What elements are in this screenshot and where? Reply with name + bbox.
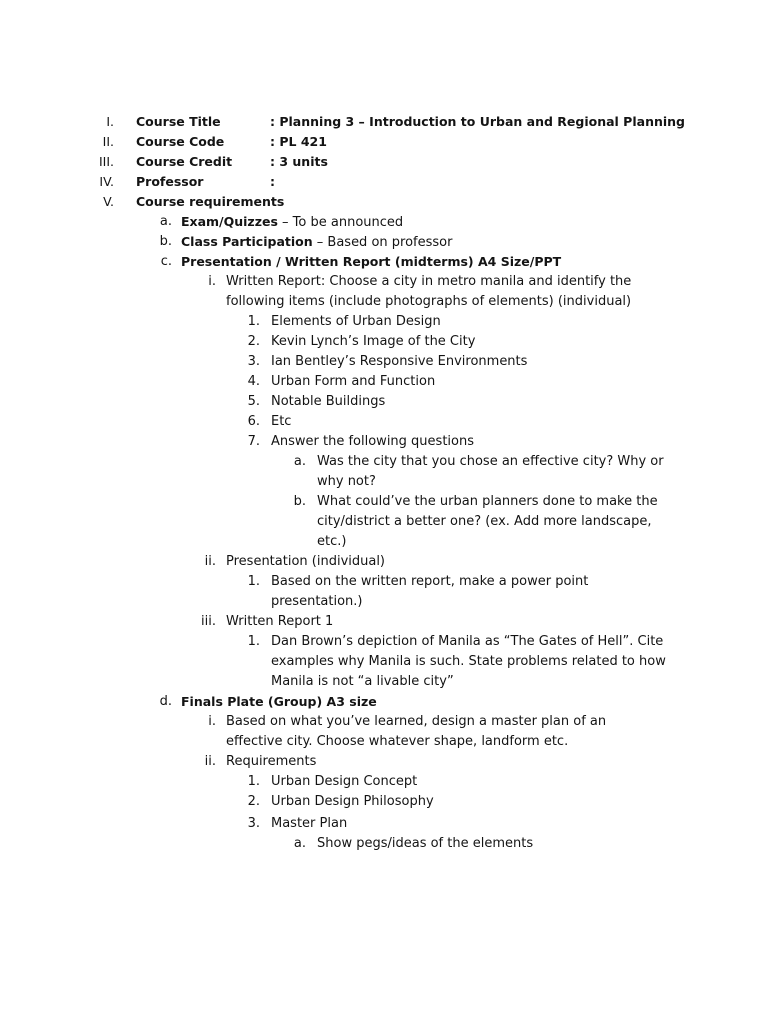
list-item-rest: – To be announced (277, 215, 404, 230)
course-credit-label: Course Credit (136, 154, 233, 169)
list-marker: 3. (247, 816, 260, 831)
list-marker: 7. (247, 434, 260, 449)
list-marker: 1. (247, 314, 260, 329)
course-title-label: Course Title (136, 114, 221, 129)
list-marker: b. (293, 494, 306, 509)
list-item-text: Urban Design Concept (271, 774, 418, 789)
list-item-text: Master Plan (271, 816, 348, 831)
list-item-text: presentation.) (271, 594, 363, 609)
list-item-rest: – Based on professor (312, 235, 453, 250)
list-marker: 1. (247, 634, 260, 649)
course-code-label: Course Code (136, 134, 225, 149)
list-item-text: Based on the written report, make a power point (271, 574, 589, 589)
list-marker: 2. (247, 334, 260, 349)
list-item-text (181, 212, 403, 233)
list-item-bold: Exam/Quizzes (181, 214, 278, 229)
course-title-value: : Planning 3 – Introduction to Urban and Regional Planning (270, 114, 685, 129)
list-marker: a. (293, 454, 306, 469)
course-requirements-label: Course requirements (136, 194, 285, 209)
list-marker: a. (293, 836, 306, 851)
list-marker: b. (159, 234, 172, 249)
roman-marker: V. (103, 194, 114, 209)
list-item-text: What could’ve the urban planners done to make the (317, 494, 658, 509)
list-marker: 4. (247, 374, 260, 389)
list-marker: a. (159, 214, 172, 229)
list-item-bold: Class Participation (181, 234, 313, 249)
list-marker: 2. (247, 794, 260, 809)
list-marker: 1. (247, 774, 260, 789)
list-item-text: following items (include photographs of elements) (individual) (226, 294, 632, 309)
list-item-text: Answer the following questions (271, 434, 474, 449)
list-marker: d. (159, 694, 172, 709)
list-item-text: why not? (317, 474, 376, 489)
list-marker: ii. (204, 754, 216, 769)
professor-label: Professor (136, 174, 204, 189)
list-item-text: examples why Manila is such. State problems related to how (271, 654, 666, 669)
list-item-text: Etc (271, 414, 292, 429)
course-credit-value: : 3 units (270, 154, 328, 169)
roman-marker: II. (102, 134, 114, 149)
list-marker: 3. (247, 354, 260, 369)
roman-marker: III. (98, 154, 114, 169)
list-item-text: Kevin Lynch’s Image of the City (271, 334, 476, 349)
list-item-text: Show pegs/ideas of the elements (317, 836, 534, 851)
list-item-text: Presentation (individual) (226, 554, 386, 569)
professor-value: : (270, 174, 275, 189)
roman-marker: IV. (99, 174, 114, 189)
course-code-value: : PL 421 (270, 134, 327, 149)
list-item-text: Urban Design Philosophy (271, 794, 434, 809)
list-item-bold: Presentation / Written Report (midterms) A4 Size/PPT (181, 254, 562, 269)
list-item-text: city/district a better one? (ex. Add more landscape, (317, 514, 652, 529)
list-marker: i. (208, 714, 216, 729)
list-marker: 5. (247, 394, 260, 409)
list-item-text: Written Report: Choose a city in metro manila and identify the (226, 274, 632, 289)
list-marker: 6. (247, 414, 260, 429)
list-item-text: Ian Bentley’s Responsive Environments (271, 354, 528, 369)
list-marker: i. (208, 274, 216, 289)
list-item-text: Was the city that you chose an effective city? Why or (317, 454, 664, 469)
list-item-text: Based on what you’ve learned, design a master plan of an (226, 714, 607, 729)
list-item-text: Manila is not “a livable city” (271, 674, 454, 689)
list-item-text: Requirements (226, 754, 317, 769)
list-item-bold: Finals Plate (Group) A3 size (181, 694, 377, 709)
list-marker: ii. (204, 554, 216, 569)
list-item-text (181, 232, 452, 253)
list-item-text: Notable Buildings (271, 394, 386, 409)
list-marker: c. (160, 254, 172, 269)
list-item-text: Elements of Urban Design (271, 314, 441, 329)
list-item-text: effective city. Choose whatever shape, landform etc. (226, 734, 569, 749)
roman-marker: I. (106, 114, 114, 129)
list-item-text: Written Report 1 (226, 614, 334, 629)
list-item-text: etc.) (317, 534, 347, 549)
list-item-text: Dan Brown’s depiction of Manila as “The Gates of Hell”. Cite (271, 634, 664, 649)
list-marker: iii. (201, 614, 216, 629)
list-item-text: Urban Form and Function (271, 374, 436, 389)
list-marker: 1. (247, 574, 260, 589)
